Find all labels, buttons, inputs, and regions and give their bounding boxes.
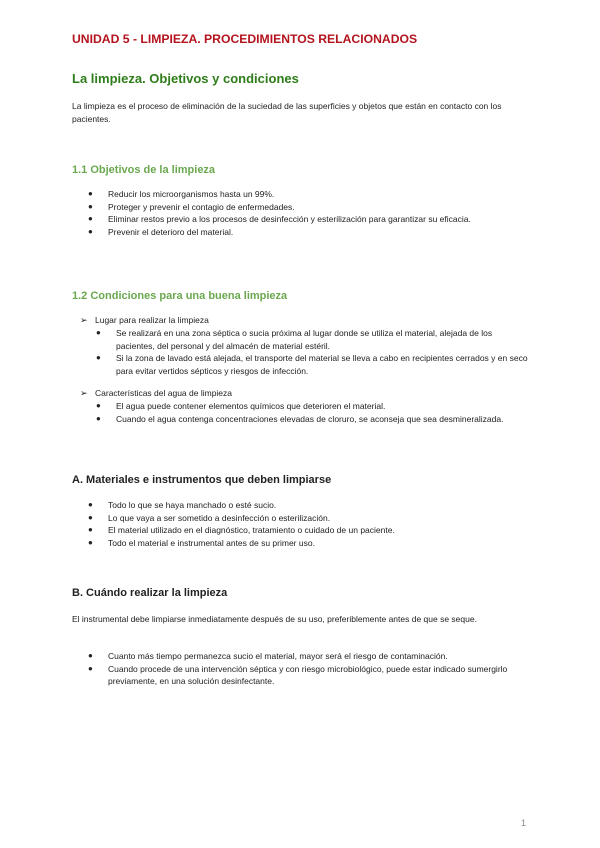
page-number: 1 xyxy=(520,818,526,828)
lugar-subheading: ➢ Lugar para realizar la limpieza xyxy=(80,315,209,325)
bullet-icon: ● xyxy=(88,537,93,547)
list-item: ● El agua puede contener elementos químicos que deterioren el material. xyxy=(96,401,386,411)
bullet-icon: ● xyxy=(88,226,93,236)
bullet-icon: ● xyxy=(88,512,93,522)
bullet-icon: ● xyxy=(88,189,93,198)
cuando-heading: B. Cuándo realizar la limpieza xyxy=(72,587,228,599)
intro-paragraph: La limpieza es el proceso de eliminación de la suciedad de las superficies y objetos que están en contacto con los pacientes. xyxy=(72,101,502,124)
agua-subheading: ➢ Características del agua de limpieza xyxy=(80,388,233,398)
materiales-heading: A. Materiales e instrumentos que deben limpiarse xyxy=(72,474,332,486)
document-title: UNIDAD 5 - LIMPIEZA. PROCEDIMIENTOS RELACIONADOS xyxy=(72,32,418,46)
list-item: ● Prevenir el deterioro del material. xyxy=(88,226,234,237)
arrow-icon: ➢ xyxy=(80,388,88,398)
list-item: ● Cuanto más tiempo permanezca sucio el material, mayor será el riesgo de contaminación. xyxy=(88,651,448,661)
bullet-icon: ● xyxy=(88,214,93,223)
condiciones-heading: 1.2 Condiciones para una buena limpieza xyxy=(72,290,288,302)
bullet-icon: ● xyxy=(96,401,101,410)
objetivos-heading: 1.1 Objetivos de la limpieza xyxy=(72,164,216,176)
bullet-icon: ● xyxy=(96,328,101,337)
bullet-icon: ● xyxy=(96,353,101,362)
list-item: ● Lo que vaya a ser sometido a desinfección o esterilización. xyxy=(88,512,331,523)
arrow-icon: ➢ xyxy=(80,315,88,325)
materiales-list xyxy=(88,499,528,549)
list-item: ● Proteger y prevenir el contagio de enfermedades. xyxy=(88,201,295,212)
list-item: ● Todo el material e instrumental antes de su primer uso. xyxy=(88,537,315,548)
bullet-icon: ● xyxy=(88,201,93,211)
list-item: ● Reducir los microorganismos hasta un 99%. xyxy=(88,189,275,199)
list-item: ● Todo lo que se haya manchado o esté sucio. xyxy=(88,500,277,510)
bullet-icon: ● xyxy=(88,651,93,660)
list-item: ● Se realizará en una zona séptica o sucia próxima al lugar donde se utiliza el material, alejada de los pacientes, del personal y del almacén de material estéril. xyxy=(96,328,493,351)
bullet-icon: ● xyxy=(88,663,93,673)
agua-list xyxy=(96,400,528,425)
cuando-list xyxy=(88,650,528,688)
bullet-icon: ● xyxy=(88,525,93,534)
list-item: ● Eliminar restos previo a los procesos de desinfección y esterilización para garantizar su eficacia. xyxy=(88,214,471,224)
list-item: ● El material utilizado en el diagnóstico, tratamiento o cuidado de un paciente. xyxy=(88,525,395,535)
bullet-icon: ● xyxy=(88,500,93,509)
cuando-paragraph: El instrumental debe limpiarse inmediatamente después de su uso, preferiblemente antes de que se seque. xyxy=(72,614,477,624)
objetivos-list xyxy=(88,188,528,238)
lugar-list xyxy=(96,327,528,377)
list-item: ● Si la zona de lavado está alejada, el transporte del material se lleva a cabo en recipientes cerrados y en seco para evitar vertidos sépticos y riesgos de infección. xyxy=(96,353,528,376)
list-item: ● Cuando procede de una intervención séptica y con riesgo microbiológico, puede estar indicado sumergirlo previamente, en una solución desinfectante. xyxy=(88,663,508,686)
list-item: ● Cuando el agua contenga concentraciones elevadas de cloruro, se aconseja que sea desmineralizada. xyxy=(96,413,504,424)
section-title: La limpieza. Objetivos y condiciones xyxy=(72,71,299,86)
bullet-icon: ● xyxy=(96,413,101,423)
